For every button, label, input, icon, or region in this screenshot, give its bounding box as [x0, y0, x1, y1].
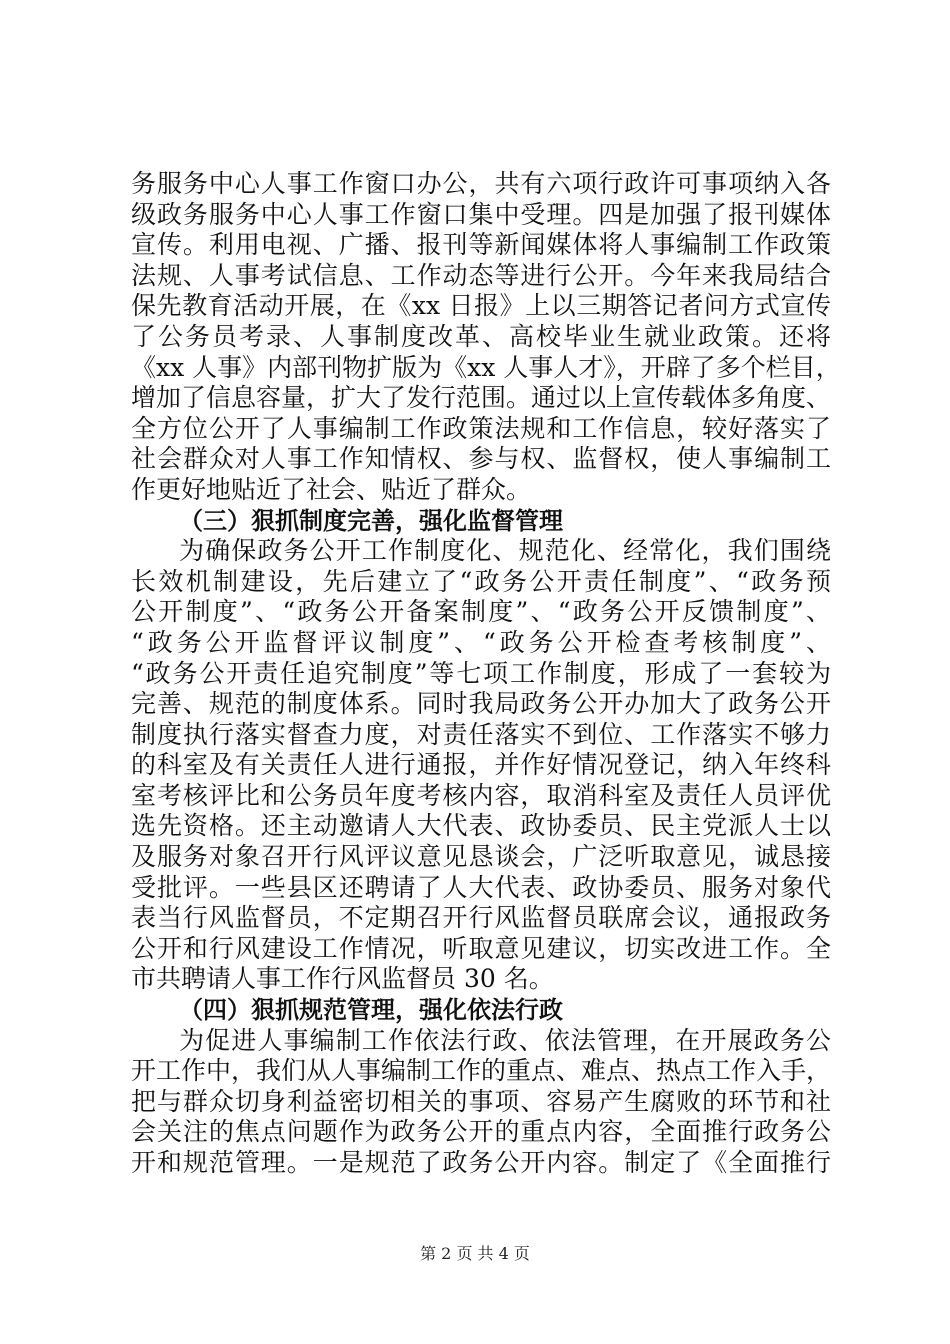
- text-line: 会关注的焦点问题作为政务公开的重点内容，全面推行政务公: [131, 1117, 831, 1147]
- section-heading: （三）狠抓制度完善，强化监督管理: [179, 506, 563, 535]
- text-line: 市共聘请人事工作行风监督员 30 名。: [131, 964, 554, 994]
- text-line: 《xx 人事》内部刊物扩版为《xx 人事人才》，开辟了多个栏目，: [131, 352, 841, 382]
- page-number-label: 第 2 页 共 4 页: [420, 1244, 530, 1263]
- text-line: “政务公开责任追究制度”等七项工作制度，形成了一套较为: [131, 658, 831, 688]
- text-line: “政务公开监督评议制度”、“政务公开检查考核制度”、: [131, 627, 831, 657]
- text-line: 全方位公开了人事编制工作政策法规和工作信息，较好落实了: [131, 413, 831, 443]
- text-line: 级政务服务中心人事工作窗口集中受理。四是加强了报刊媒体: [131, 199, 831, 229]
- text-line: 开和规范管理。一是规范了政务公开内容。制定了《全面推行: [131, 1148, 831, 1177]
- text-line: 表当行风监督员，不定期召开行风监督员联席会议，通报政务: [131, 903, 831, 933]
- text-line: 选先资格。还主动邀请人大代表、政协委员、民主党派人士以: [131, 811, 831, 841]
- text-line: 及服务对象召开行风评议意见恳谈会，广泛听取意见，诚恳接: [131, 842, 831, 872]
- text-line: 制度执行落实督查力度，对责任落实不到位、工作落实不够力: [131, 719, 831, 749]
- text-line: 完善、规范的制度体系。同时我局政务公开办加大了政务公开: [131, 689, 831, 719]
- text-line: 宣传。利用电视、广播、报刊等新闻媒体将人事编制工作政策: [131, 230, 831, 260]
- text-line: 社会群众对人事工作知情权、参与权、监督权，使人事编制工: [131, 444, 831, 474]
- text-line: 的科室及有关责任人进行通报，并作好情况登记，纳入年终科: [131, 750, 831, 780]
- text-line: 室考核评比和公务员年度考核内容，取消科室及责任人员评优: [131, 780, 831, 810]
- text-line: 了公务员考录、人事制度改革、高校毕业生就业政策。还将: [131, 321, 831, 351]
- text-line: 为确保政务公开工作制度化、规范化、经常化，我们围绕: [179, 536, 831, 566]
- text-line: 长效机制建设，先后建立了“政务公开责任制度”、“政务预: [131, 566, 831, 596]
- section-heading: （四）狠抓规范管理，强化依法行政: [179, 996, 563, 1025]
- text-line: 保先教育活动开展，在《xx 日报》上以三期答记者问方式宣传: [131, 291, 831, 321]
- text-line: 公开和行风建设工作情况，听取意见建议，切实改进工作。全: [131, 933, 831, 963]
- text-line: 作更好地贴近了社会、贴近了群众。: [131, 474, 532, 504]
- text-line: 增加了信息容量，扩大了发行范围。通过以上宣传载体多角度、: [131, 383, 832, 413]
- text-line: 为促进人事编制工作依法行政、依法管理，在开展政务公: [179, 1025, 831, 1055]
- text-line: 务服务中心人事工作窗口办公，共有六项行政许可事项纳入各: [131, 169, 831, 198]
- page-footer: [0, 1244, 950, 1264]
- body-text: [131, 169, 841, 1179]
- text-line: 把与群众切身利益密切相关的事项、容易产生腐败的环节和社: [131, 1086, 831, 1116]
- text-line: 公开制度”、“政务公开备案制度”、“政务公开反馈制度”、: [131, 597, 831, 627]
- text-line: 法规、人事考试信息、工作动态等进行公开。今年来我局结合: [131, 260, 831, 290]
- text-line: 开工作中，我们从人事编制工作的重点、难点、热点工作入手，: [131, 1056, 832, 1086]
- text-line: 受批评。一些县区还聘请了人大代表、政协委员、服务对象代: [131, 872, 831, 902]
